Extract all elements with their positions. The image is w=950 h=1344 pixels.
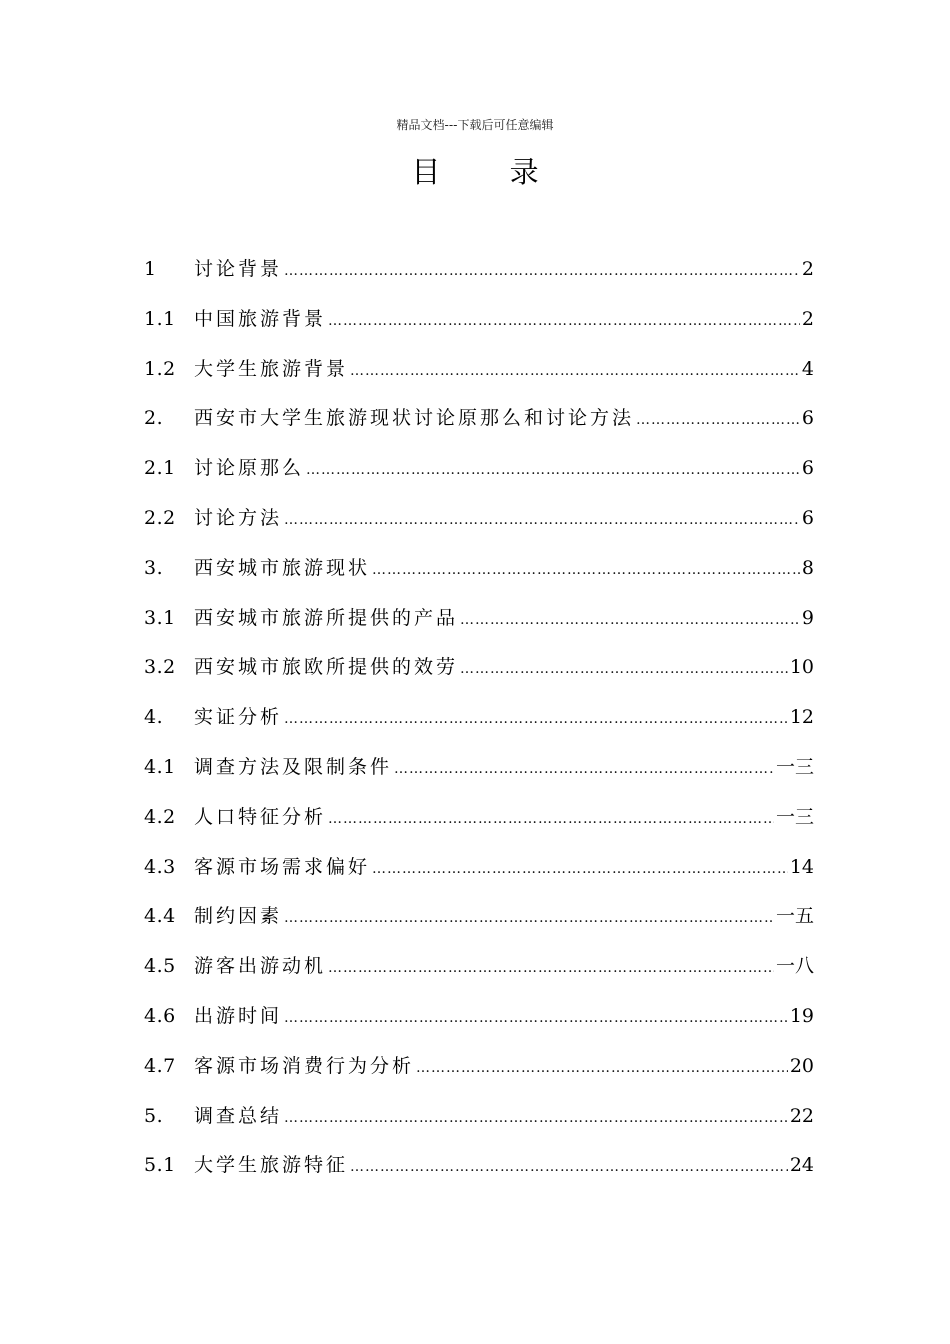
toc-entry-page: 一五	[775, 905, 814, 928]
toc-entry-number: 4.5	[144, 955, 176, 978]
toc-entry[interactable]	[144, 1099, 814, 1149]
toc-entry[interactable]	[144, 650, 814, 700]
toc-dot-leader	[328, 951, 774, 985]
toc-entry-page: 6	[801, 407, 814, 430]
toc-entry[interactable]	[144, 401, 814, 451]
toc-entry-page: 一三	[775, 805, 814, 828]
toc-entry-title: 人口特征分析	[194, 805, 327, 828]
toc-entry-page: 9	[801, 606, 814, 629]
toc-entry-title: 西安城市旅欧所提供的效劳	[194, 656, 459, 679]
toc-dot-leader	[636, 403, 800, 437]
toc-entry[interactable]	[144, 1049, 814, 1099]
toc-entry-page: 6	[801, 457, 814, 480]
toc-dot-leader	[460, 603, 800, 637]
toc-entry-title: 实证分析	[194, 706, 283, 729]
toc-entry-title: 西安市大学生旅游现状讨论原那么和讨论方法	[194, 407, 635, 430]
toc-dot-leader	[460, 652, 788, 686]
toc-entry-title: 大学生旅游特征	[194, 1154, 349, 1177]
toc-entry[interactable]	[144, 800, 814, 850]
toc-dot-leader	[416, 1051, 788, 1085]
toc-entry-page: 2	[801, 307, 814, 330]
toc-entry-title: 游客出游动机	[194, 955, 327, 978]
toc-entry-number: 4.7	[144, 1054, 176, 1077]
toc-entry-page: 12	[789, 706, 814, 729]
toc-entry-title: 讨论方法	[194, 506, 283, 529]
toc-dot-leader	[284, 1001, 788, 1035]
toc-entry-page: 20	[789, 1054, 814, 1077]
toc-entry-title: 调查方法及限制条件	[194, 755, 393, 778]
toc-entry-number: 2.2	[144, 506, 176, 529]
toc-entry-title: 调查总结	[194, 1104, 283, 1127]
toc-entry-title: 讨论背景	[194, 258, 283, 280]
toc-entry-page: 2	[801, 258, 814, 280]
toc-dot-leader	[306, 453, 800, 487]
table-of-contents	[144, 252, 814, 1198]
toc-entry[interactable]	[144, 949, 814, 999]
toc-entry-title: 制约因素	[194, 905, 283, 928]
toc-entry-number: 1	[144, 258, 157, 280]
toc-dot-leader	[328, 802, 774, 836]
toc-entry[interactable]	[144, 352, 814, 402]
toc-entry-title: 大学生旅游背景	[194, 357, 349, 380]
toc-entry-page: 4	[801, 357, 814, 380]
toc-entry-number: 4.2	[144, 805, 176, 828]
toc-entry-number: 3.1	[144, 606, 176, 629]
toc-entry[interactable]	[144, 252, 814, 302]
toc-entry-number: 2.1	[144, 457, 176, 480]
toc-entry-page: 14	[789, 855, 814, 878]
toc-entry-page: 6	[801, 506, 814, 529]
page-title: 目 录	[411, 155, 569, 189]
toc-entry-number: 1.1	[144, 307, 176, 330]
toc-entry-number: 1.2	[144, 357, 176, 380]
toc-entry[interactable]	[144, 700, 814, 750]
header-note: 精品文档---下载后可任意编辑	[396, 118, 554, 132]
toc-entry-page: 19	[789, 1004, 814, 1027]
toc-entry-title: 中国旅游背景	[194, 307, 327, 330]
toc-entry[interactable]	[144, 551, 814, 601]
toc-entry-page: 22	[789, 1104, 814, 1127]
toc-entry[interactable]	[144, 899, 814, 949]
toc-entry[interactable]	[144, 999, 814, 1049]
toc-entry[interactable]	[144, 601, 814, 651]
toc-entry-number: 3.	[144, 556, 164, 579]
toc-entry-page: 一三	[775, 755, 814, 778]
toc-entry[interactable]	[144, 451, 814, 501]
toc-dot-leader	[350, 1150, 788, 1184]
toc-dot-leader	[284, 702, 788, 736]
toc-dot-leader	[394, 752, 774, 786]
toc-entry-number: 5.1	[144, 1154, 176, 1177]
toc-entry-page: 24	[789, 1154, 814, 1177]
toc-entry[interactable]	[144, 302, 814, 352]
toc-entry-title: 客源市场消费行为分析	[194, 1054, 415, 1077]
toc-entry-page: 8	[801, 556, 814, 579]
toc-entry-number: 4.3	[144, 855, 176, 878]
toc-entry[interactable]	[144, 1148, 814, 1198]
toc-entry[interactable]	[144, 750, 814, 800]
toc-entry-title: 讨论原那么	[194, 457, 305, 480]
toc-dot-leader	[372, 553, 800, 587]
toc-entry-number: 4.4	[144, 905, 176, 928]
toc-entry-title: 客源市场需求偏好	[194, 855, 371, 878]
toc-entry-number: 3.2	[144, 656, 176, 679]
toc-dot-leader	[284, 1101, 788, 1135]
toc-entry[interactable]	[144, 850, 814, 900]
toc-dot-leader	[284, 901, 774, 935]
toc-dot-leader	[328, 304, 800, 338]
toc-entry[interactable]	[144, 501, 814, 551]
toc-dot-leader	[350, 354, 800, 388]
toc-entry-number: 2.	[144, 407, 164, 430]
toc-dot-leader	[284, 254, 800, 288]
toc-entry-title: 西安城市旅游现状	[194, 556, 371, 579]
toc-entry-page: 一八	[775, 955, 814, 978]
toc-entry-page: 10	[789, 656, 814, 679]
toc-entry-number: 5.	[144, 1104, 164, 1127]
toc-entry-number: 4.6	[144, 1004, 176, 1027]
toc-entry-title: 西安城市旅游所提供的产品	[194, 606, 459, 629]
toc-entry-title: 出游时间	[194, 1004, 283, 1027]
toc-entry-number: 4.	[144, 706, 164, 729]
toc-entry-number: 4.1	[144, 755, 176, 778]
toc-dot-leader	[284, 503, 800, 537]
toc-dot-leader	[372, 852, 788, 886]
